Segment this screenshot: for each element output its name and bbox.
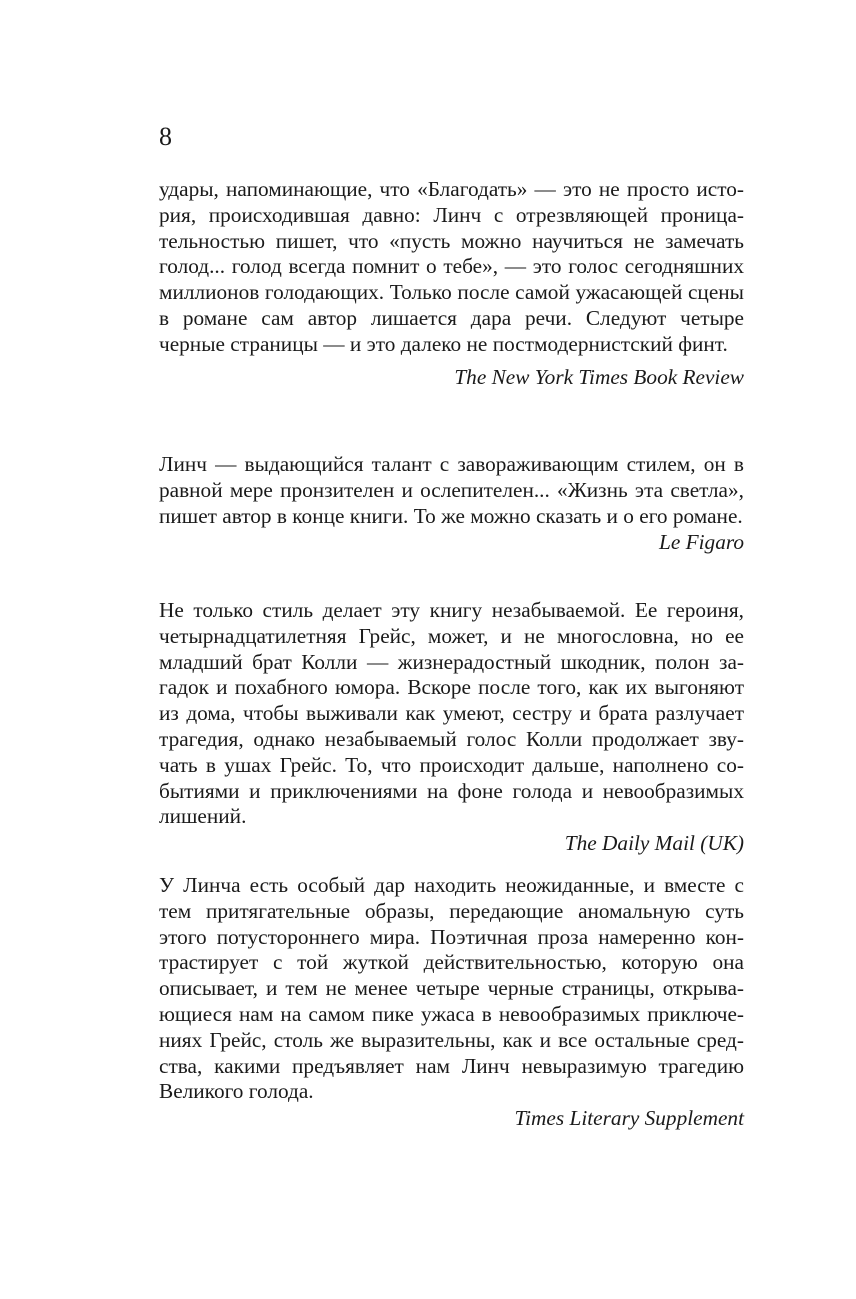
review-source: The New York Times Book Review	[454, 364, 744, 389]
review-source: Times Literary Supplement	[514, 1106, 744, 1131]
review-text: Линч — выдающийся талант с завораживающим стилем, он в равной мере пронзителен и ослепителен... «Жизнь эта светла», пишет автор в конце книги. То же можно сказать и о его романе.	[159, 452, 744, 528]
review-text: У Линча есть особый дар находить неожиданные, и вместе с тем притягательные образы, передающие аномальную суть этого потустороннего мира. Поэтичная проза намеренно контрастирует с той жуткой действительностью, которую она описывает, и тем не менее четыре черные страницы, открывающиеся нам на самом пике ужаса в невообразимых приключениях Грейс, столь же выразительны, как и все остальные средства, какими предъявляет нам Линч невыразимую трагедию Великого голода.	[159, 873, 744, 1104]
review-source: Le Figaro	[659, 530, 744, 555]
review-text: Не только стиль делает эту книгу незабываемой. Ее героиня, четырнадцатилетняя Грейс, может, и не многословна, но ее младший брат Колли — жизнерадостный шкодник, полон загадок и похабного юмора. Вскоре после того, как их выгоняют из дома, чтобы выживали как умеют, сестру и брата разлучает трагедия, однако незабываемый голос Колли продолжает звучать в ушах Грейс. То, что происходит дальше, наполнено событиями и приключениями на фоне голода и невообразимых лишений.	[159, 598, 744, 829]
review-block	[159, 873, 744, 1131]
review-block	[159, 452, 744, 555]
review-source: The Daily Mail (UK)	[564, 831, 744, 856]
review-text: удары, напоминающие, что «Благодать» — это не просто история, происходившая давно: Линч с отрезвляющей проницательностью пишет, что «пусть можно научиться не замечать голод... голод всегда помнит о тебе», — это голос сегодняшних миллионов голодающих. Только после самой ужасающей сцены в романе сам автор лишается дара речи. Следуют четыре черные страницы — и это далеко не постмодернистский финт.	[159, 177, 744, 356]
page-number: 8	[159, 122, 172, 151]
review-block	[159, 598, 744, 856]
review-block	[159, 177, 744, 390]
